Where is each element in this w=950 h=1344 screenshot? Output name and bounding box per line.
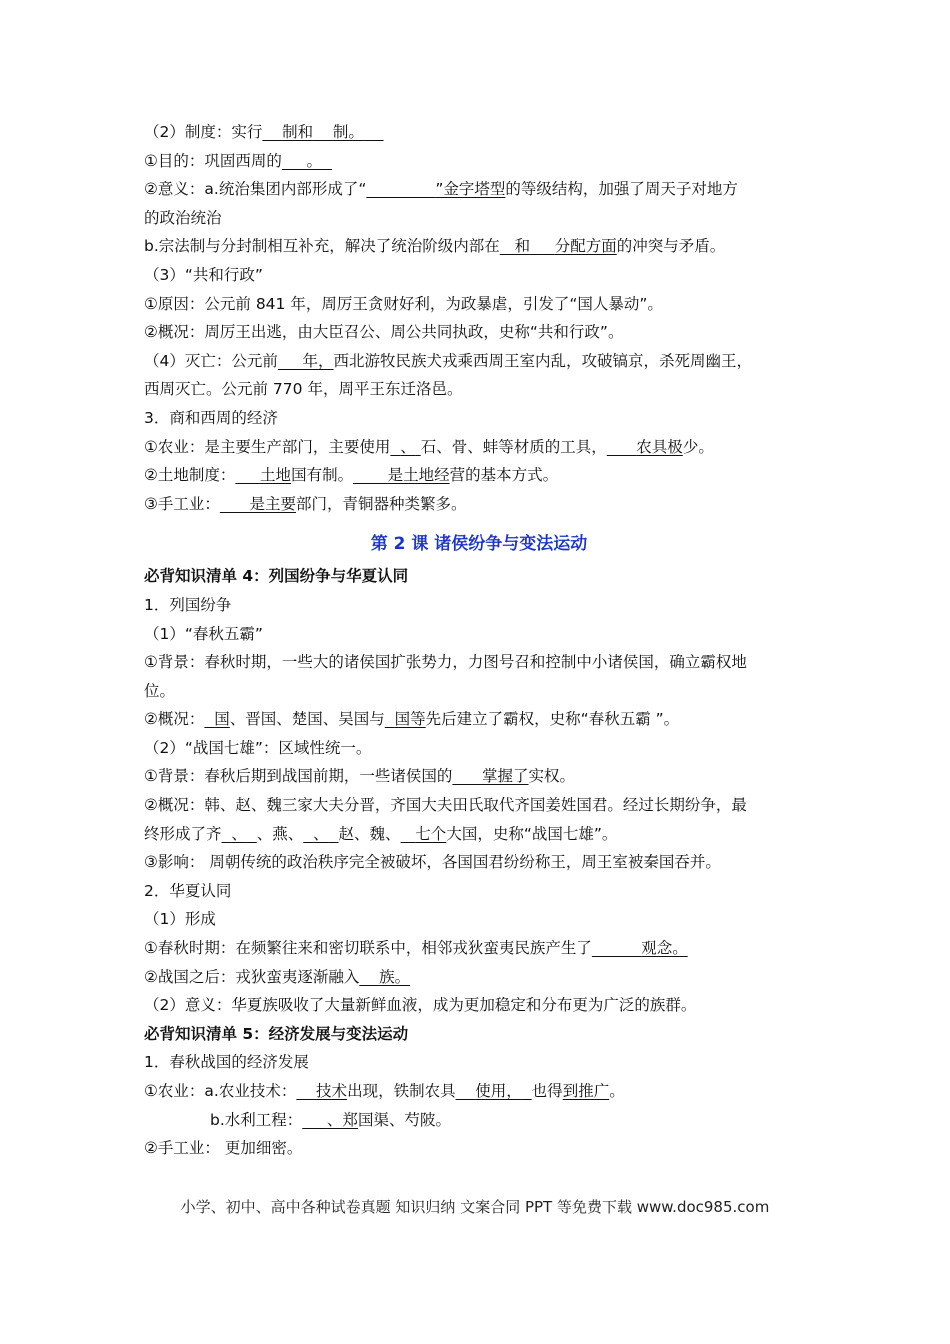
text-line: [144, 490, 814, 519]
fill-blank: 国等: [394, 710, 426, 729]
text-line: ①背景：春秋时期，一些大的诸侯国扩张势力，力图号召和控制中小诸侯国，确立霸权地: [144, 653, 747, 672]
lesson-title: 第 2 课 诸侯纷争与变法运动: [370, 534, 588, 555]
text-line: ②手工业： 更加细密。: [144, 1139, 303, 1158]
fill-blank: 土地: [260, 466, 292, 485]
text-line: （2）“战国七雄”：区域性统一。: [144, 738, 372, 757]
fill-blank: 观念。: [641, 939, 688, 958]
text: （2）制度：实行: [144, 123, 263, 141]
document-body: [144, 118, 814, 1163]
text-line: [144, 147, 814, 176]
text-line: 位。: [144, 681, 176, 700]
fill-blank: 农具极: [636, 437, 683, 456]
fill-blank: 、: [400, 437, 416, 456]
text-line: [144, 261, 814, 290]
text-line: 1．列国纷争: [144, 595, 232, 614]
page-footer: 小学、初中、高中各种试卷真题 知识归纳 文案合同 PPT 等免费下载 www.doc985.com: [180, 1198, 770, 1216]
fill-blank: 、: [231, 824, 247, 843]
text-line: [144, 204, 814, 233]
text: ①原因：公元前 841 年，周厉王贪财好利，为政暴虐，引发了“国人暴动”。: [144, 294, 663, 313]
fill-blank: 、: [313, 824, 329, 843]
fill-blank: ”金字塔型: [435, 180, 506, 199]
text-line: ①农业：a.农业技术： 技术出现，铁制农具 使用， 也得到推广。: [144, 1082, 625, 1100]
fill-blank: 是主要: [249, 494, 296, 513]
text: 的冲突与矛盾。: [616, 237, 726, 256]
text-line: [144, 375, 814, 404]
fill-blank: 。: [306, 151, 323, 170]
text: ②土地制度：: [144, 466, 236, 485]
text: 国有制。: [291, 466, 354, 485]
text: 石、骨、蚌等材质的工具，: [420, 437, 607, 456]
fill-blank: 制。: [332, 123, 364, 141]
text: （4）灭亡：公元前: [144, 351, 278, 370]
text: 西周灭亡。公元前 770 年，周平王东迁洛邑。: [144, 380, 463, 399]
text: b.宗法制与分封制相互补充，解决了统治阶级内部在: [144, 237, 500, 256]
text-line: ②战国之后：戎狄蛮夷逐渐融入 族。: [144, 967, 411, 986]
section-heading: 必背知识清单 4：列国纷争与华夏认同: [144, 567, 409, 586]
text-line: [144, 175, 814, 204]
text-line: ②概况：韩、赵、魏三家大夫分晋，齐国大夫田氏取代齐国姜姓国君。经过长期纷争，最: [144, 796, 747, 815]
fill-blank: 族。: [379, 967, 411, 986]
text: ①目的：巩固西周的: [144, 151, 282, 170]
text: 营的基本方式。: [449, 466, 559, 485]
text-line: [144, 290, 814, 319]
text-line: ③影响： 周朝传统的政治秩序完全被破坏，各国国君纷纷称王，周王室被秦国吞并。: [144, 853, 721, 872]
fill-blank: 是土地经: [387, 466, 450, 485]
fill-blank: 制和: [282, 123, 314, 141]
text-line: ①背景：春秋后期到战国前期，一些诸侯国的 掌握了实权。: [144, 767, 575, 786]
text-line: （1）形成: [144, 910, 216, 929]
fill-blank: 使用，: [475, 1082, 522, 1100]
text-line: [144, 461, 814, 490]
fill-blank: 分配方面: [554, 237, 617, 256]
text: （3）“共和行政”: [144, 265, 263, 284]
text-line: [144, 232, 814, 261]
section-heading: 必背知识清单 5：经济发展与变法运动: [144, 1024, 409, 1043]
text-line: [144, 347, 814, 376]
text-line: 1．春秋战国的经济发展: [144, 1053, 309, 1072]
text: 少。: [682, 437, 714, 456]
text: 西北游牧民族犬戎乘西周王室内乱，攻破镐京，杀死周幽王，: [333, 351, 753, 370]
fill-blank: 和: [514, 237, 531, 256]
text-line: ②概况： 国、晋国、楚国、吴国与 国等先后建立了霸权，史称“春秋五霸 ”。: [144, 710, 680, 729]
text-line: [144, 118, 814, 147]
fill-blank: 到推广: [562, 1082, 610, 1100]
text-line: [144, 318, 814, 347]
fill-blank: 年，: [302, 351, 334, 370]
text: ③手工业：: [144, 494, 220, 513]
text: ①农业：是主要生产部门，主要使用: [144, 437, 391, 456]
text-line: b.水利工程： 、郑国渠、芍陂。: [210, 1110, 451, 1129]
text-line: 终形成了齐 、 、燕、 、 赵、魏、 七个大国，史称“战国七雄”。: [144, 824, 618, 843]
text: 3．商和西周的经济: [144, 408, 278, 427]
text-line: （2）意义：华夏族吸收了大量新鲜血液，成为更加稳定和分布更为广泛的族群。: [144, 996, 697, 1015]
fill-blank: 七个: [415, 824, 447, 843]
text-line: [144, 404, 814, 433]
text-line: ①春秋时期：在频繁往来和密切联系中，相邻戎狄蛮夷民族产生了 观念。: [144, 939, 688, 958]
fill-blank: 技术: [316, 1082, 348, 1100]
fill-blank: 国: [214, 710, 230, 729]
text: 的等级结构，加强了周天子对地方: [505, 180, 738, 199]
text-line: 2．华夏认同: [144, 881, 232, 900]
text: ②意义：a.统治集团内部形成了“: [144, 180, 367, 199]
fill-blank: 、郑: [326, 1110, 358, 1129]
text: 部门，青铜器种类繁多。: [295, 494, 467, 513]
text: 的政治统治: [144, 208, 222, 227]
text-line: （1）“春秋五霸”: [144, 624, 263, 643]
text-line: [144, 433, 814, 462]
fill-blank: 掌握了: [481, 767, 529, 786]
text: ②概况：周厉王出逃，由大臣召公、周公共同执政，史称“共和行政”。: [144, 323, 624, 342]
